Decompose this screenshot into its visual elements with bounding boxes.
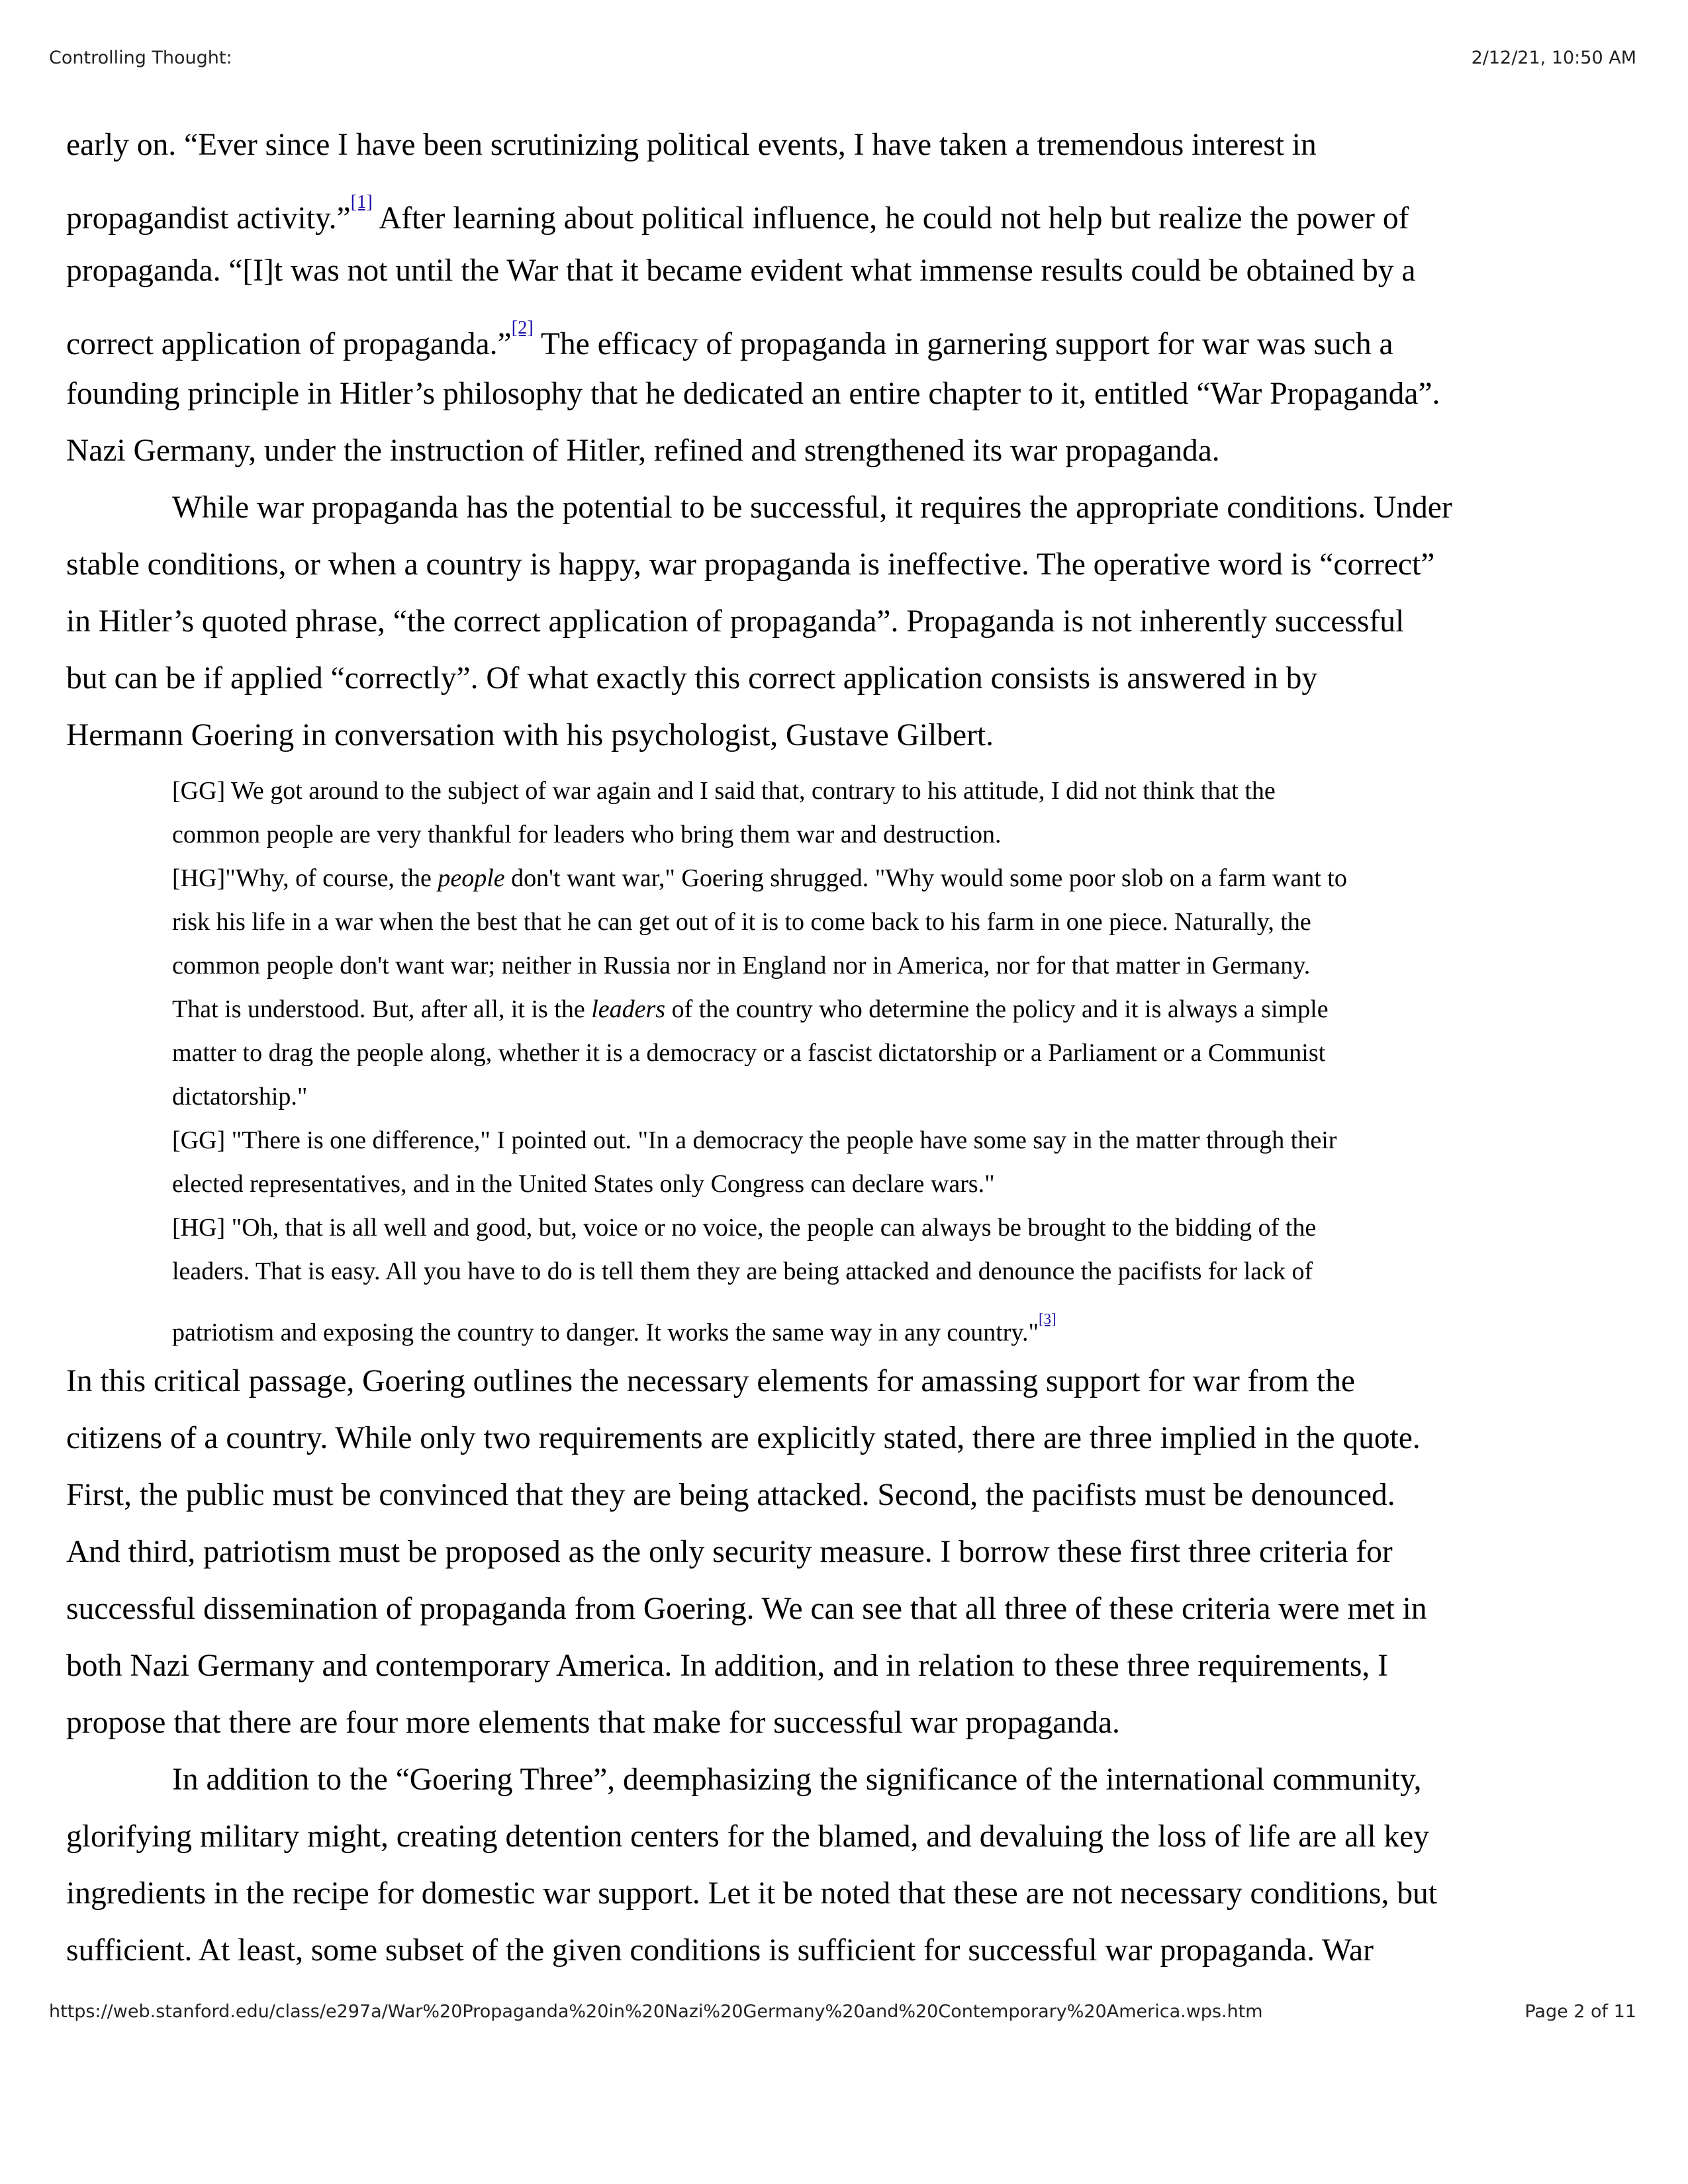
text-line: glorifying military might, creating detention centers for the blamed, and devaluing the loss of life are all key bbox=[66, 1819, 1430, 1854]
text-line: early on. “Ever since I have been scrutinizing political events, I have taken a tremendous interest in bbox=[66, 128, 1317, 162]
text-span: of the country who determine the policy and it is always a simple bbox=[665, 995, 1329, 1023]
quote-line: matter to drag the people along, whether it is a democracy or a fascist dictatorship or a Parliament or a Communist bbox=[172, 1039, 1326, 1067]
text-line: but can be if applied “correctly”. Of what exactly this correct application consists is answered in by bbox=[66, 661, 1318, 696]
print-footer-page-number: Page 2 of 11 bbox=[1524, 2001, 1636, 2022]
text-line: propaganda. “[I]t was not until the War that it became evident what immense results could be obtained by a bbox=[66, 253, 1416, 288]
text-span: That is understood. But, after all, it is the bbox=[172, 995, 592, 1023]
quote-line bbox=[172, 997, 1329, 1022]
text-line: And third, patriotism must be proposed as the only security measure. I borrow these first three criteria for bbox=[66, 1535, 1393, 1569]
text-line bbox=[66, 317, 1393, 361]
print-header-title: Controlling Thought: bbox=[49, 48, 232, 68]
text-line: Hermann Goering in conversation with his psychologist, Gustave Gilbert. bbox=[66, 718, 994, 752]
text-span: [HG]"Why, of course, the bbox=[172, 864, 438, 892]
footnote-link-3[interactable]: [3] bbox=[1038, 1310, 1056, 1328]
text-span: patriotism and exposing the country to danger. It works the same way in any country." bbox=[172, 1318, 1039, 1347]
quote-line: dictatorship." bbox=[172, 1083, 308, 1111]
text-line: Nazi Germany, under the instruction of Hitler, refined and strengthened its war propaganda. bbox=[66, 433, 1220, 468]
text-line: sufficient. At least, some subset of the given conditions is sufficient for successful war propaganda. War bbox=[66, 1933, 1374, 1968]
text-span: The efficacy of propaganda in garnering support for war was such a bbox=[533, 326, 1393, 361]
footnote-link-1[interactable]: [1] bbox=[350, 191, 373, 212]
quote-line bbox=[172, 866, 1347, 891]
text-line: ingredients in the recipe for domestic war support. Let it be noted that these are not necessary conditions, but bbox=[66, 1876, 1437, 1911]
text-line: both Nazi Germany and contemporary America. In addition, and in relation to these three requirements, I bbox=[66, 1649, 1388, 1683]
text-line: In this critical passage, Goering outlines the necessary elements for amassing support for war from the bbox=[66, 1364, 1355, 1398]
text-span: After learning about political influence, he could not help but realize the power of bbox=[372, 201, 1409, 236]
footnote-link-2[interactable]: [2] bbox=[511, 317, 534, 338]
quote-line: [HG] "Oh, that is all well and good, but, voice or no voice, the people can always be brought to the bidding of the bbox=[172, 1214, 1317, 1242]
quote-line: common people are very thankful for leaders who bring them war and destruction. bbox=[172, 821, 1002, 848]
print-header-datetime: 2/12/21, 10:50 AM bbox=[1471, 48, 1636, 68]
emphasis: leaders bbox=[591, 995, 666, 1023]
text-line: stable conditions, or when a country is happy, war propaganda is ineffective. The operative word is “correct” bbox=[66, 547, 1435, 582]
text-line: in Hitler’s quoted phrase, “the correct application of propaganda”. Propaganda is not inherently successful bbox=[66, 604, 1405, 639]
text-line: successful dissemination of propaganda from Goering. We can see that all three of these criteria were met in bbox=[66, 1592, 1427, 1626]
quote-line: common people don't want war; neither in Russia nor in England nor in America, nor for that matter in Germany. bbox=[172, 952, 1311, 979]
emphasis: people bbox=[438, 864, 505, 892]
text-line: propose that there are four more elements that make for successful war propaganda. bbox=[66, 1706, 1120, 1740]
text-span: correct application of propaganda.” bbox=[66, 326, 512, 361]
quote-line: leaders. That is easy. All you have to do is tell them they are being attacked and denounce the pacifists for lack of bbox=[172, 1257, 1313, 1285]
text-span: propagandist activity.” bbox=[66, 201, 351, 236]
text-line: founding principle in Hitler’s philosophy that he dedicated an entire chapter to it, entitled “War Propaganda”. bbox=[66, 377, 1440, 411]
text-line bbox=[66, 191, 1409, 236]
quote-line: risk his life in a war when the best that he can get out of it is to come back to his farm in one piece. Naturally, the bbox=[172, 908, 1311, 936]
text-line: citizens of a country. While only two requirements are explicitly stated, there are three implied in the quote. bbox=[66, 1421, 1421, 1455]
quote-line: elected representatives, and in the United States only Congress can declare wars." bbox=[172, 1170, 995, 1198]
text-line: While war propaganda has the potential to be successful, it requires the appropriate conditions. Under bbox=[172, 490, 1452, 525]
text-line: In addition to the “Goering Three”, deemphasizing the significance of the international community, bbox=[172, 1762, 1422, 1797]
text-span: don't want war," Goering shrugged. "Why would some poor slob on a farm want to bbox=[504, 864, 1347, 892]
quote-line bbox=[172, 1310, 1056, 1347]
text-line: First, the public must be convinced that they are being attacked. Second, the pacifists must be denounced. bbox=[66, 1478, 1395, 1512]
print-footer-url: https://web.stanford.edu/class/e297a/War%20Propaganda%20in%20Nazi%20Germany%20and%20Contemporary%20America.wps.htm bbox=[49, 2001, 1263, 2022]
quote-line: [GG] "There is one difference," I pointed out. "In a democracy the people have some say in the matter through their bbox=[172, 1126, 1337, 1154]
quote-line: [GG] We got around to the subject of war again and I said that, contrary to his attitude, I did not think that the bbox=[172, 777, 1276, 805]
